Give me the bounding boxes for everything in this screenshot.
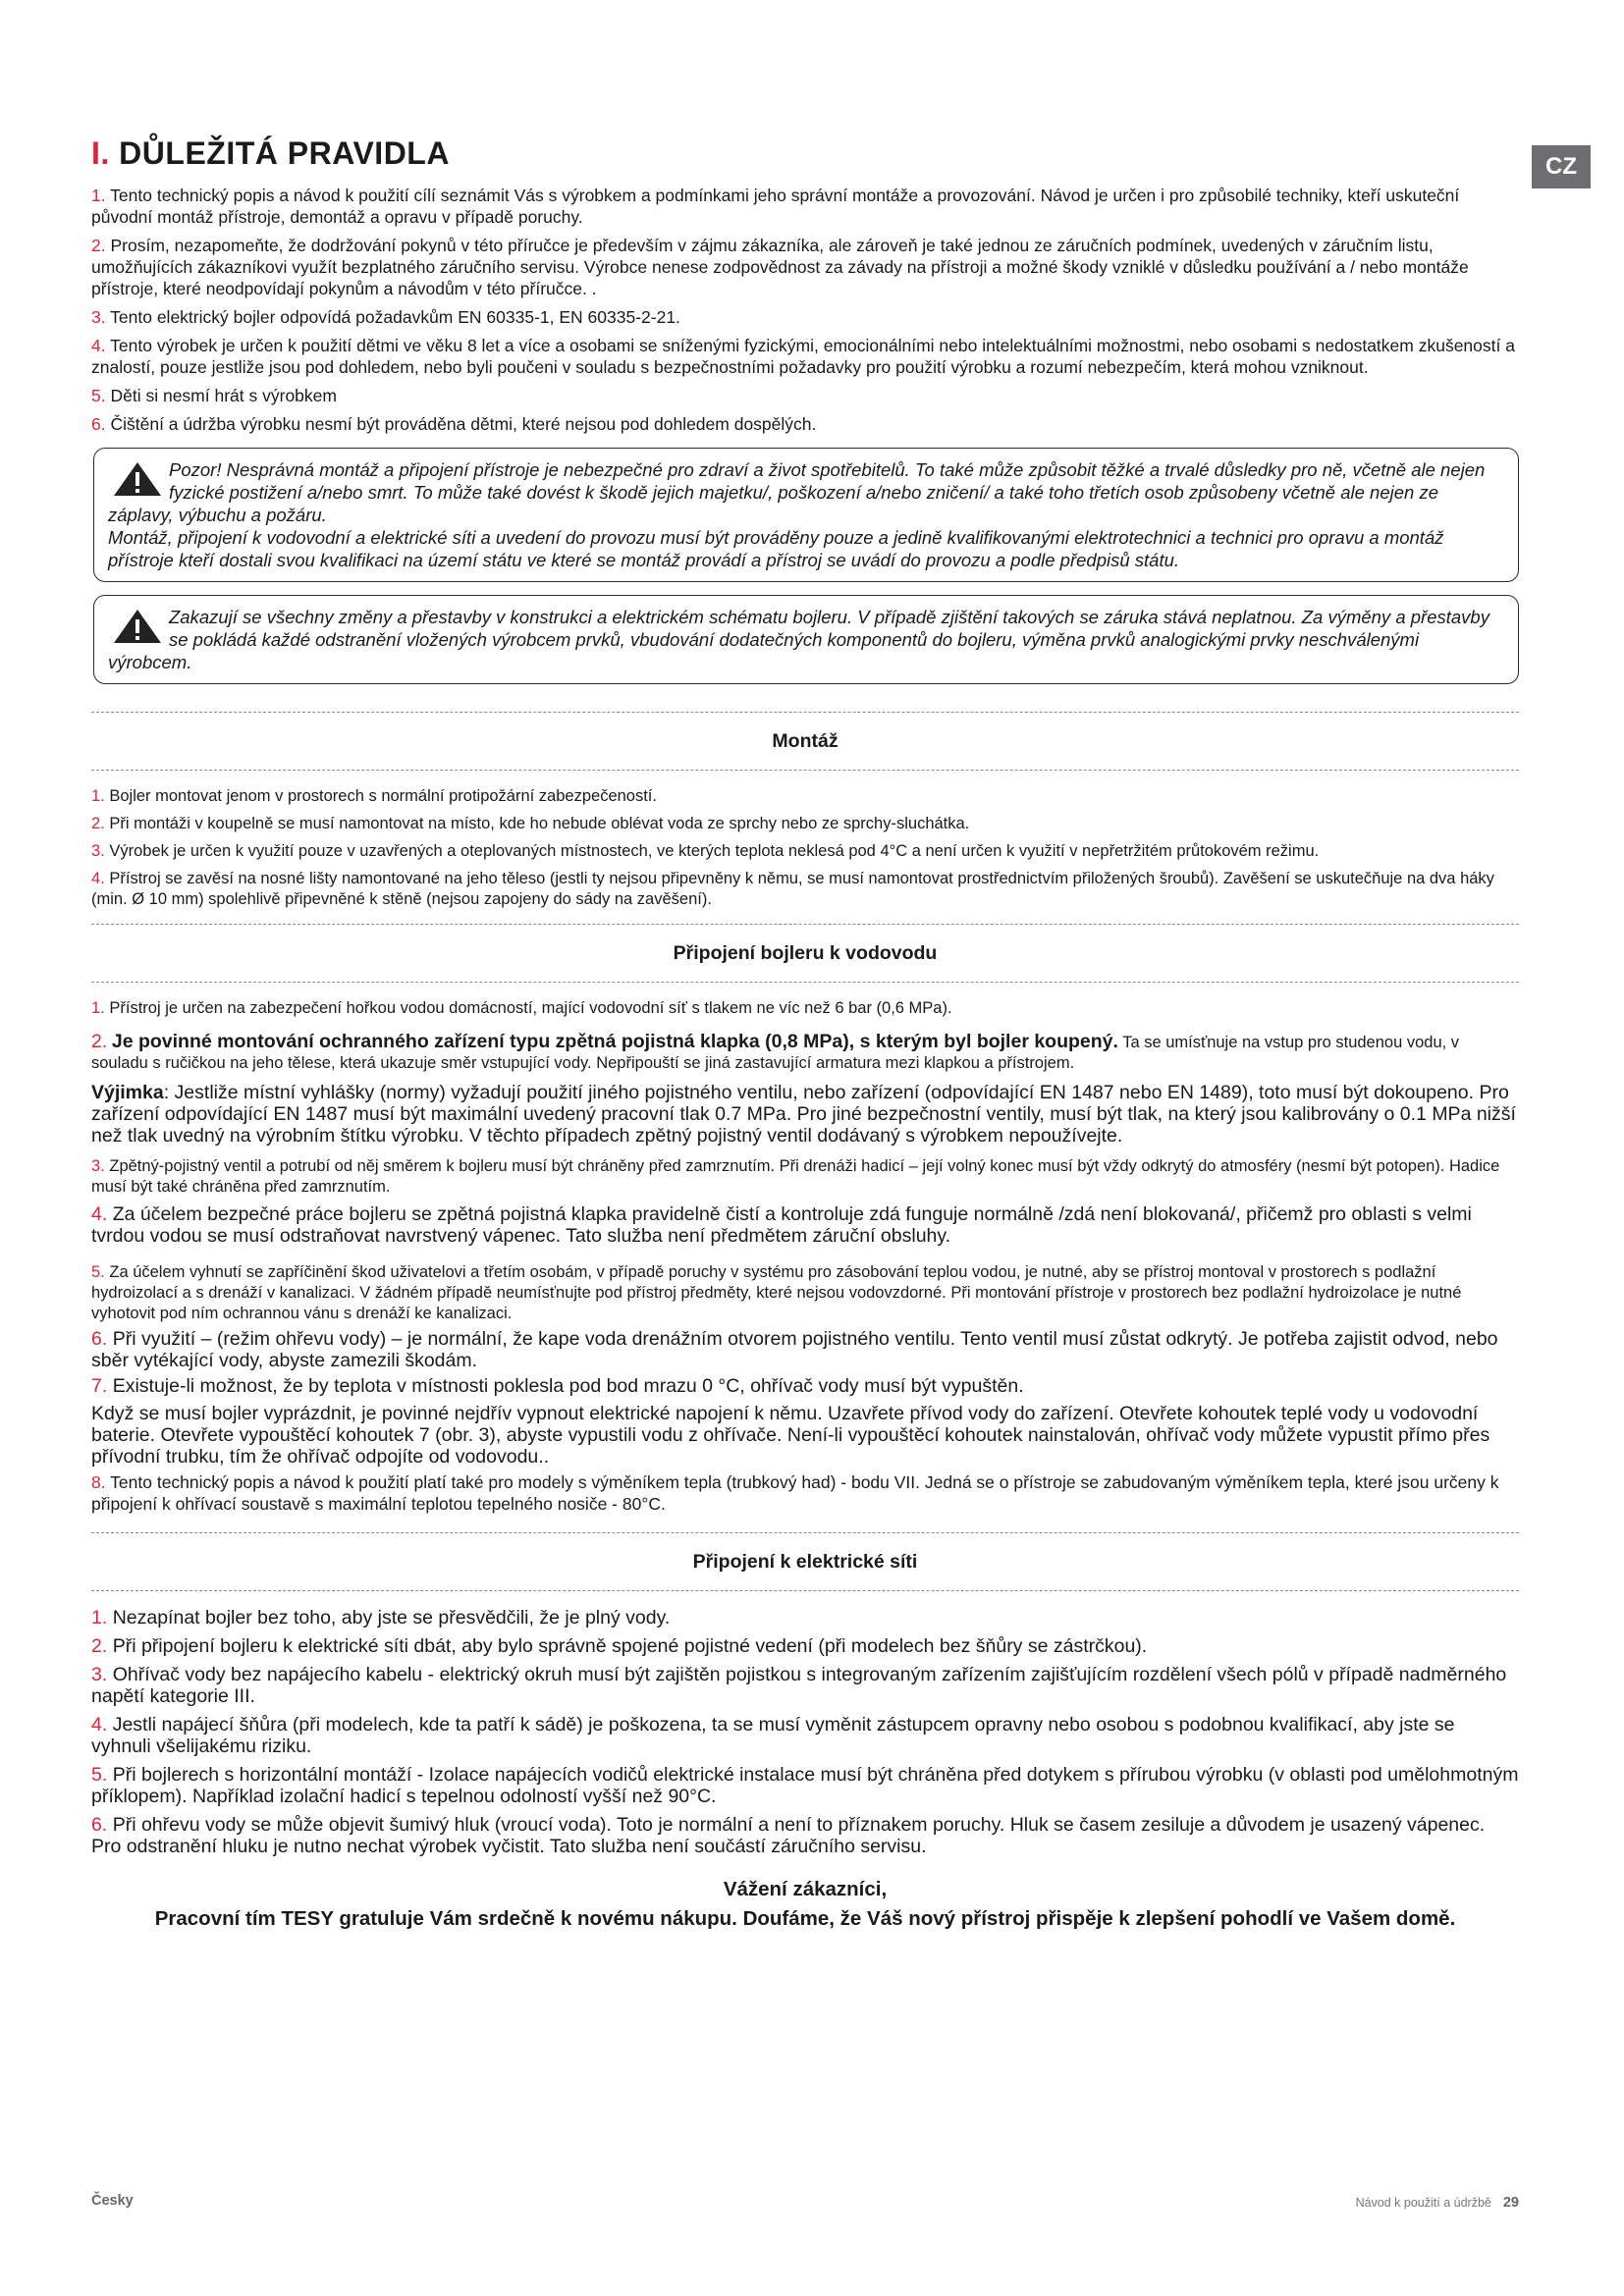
language-badge: CZ [1532, 145, 1591, 188]
closing-greeting: Vážení zákazníci, [723, 1878, 888, 1900]
intro-item: 4. Tento výrobek je určen k použití dětmi ve věku 8 let a více a osobami se sníženými fyzickými, emocionálními nebo intelektuálními možnostmi, nebo osobami s nedostatkem zkušeností a znalostí, pouze jestliže jsou pod dohledem, nebo byli poučeni v souladu s bezpečnostními požadavky pro použití výrobku a rozumí nebezpečím, která mohou vzniknout. [91, 336, 1515, 377]
divider [91, 1532, 1519, 1533]
intro-item: 2. Prosím, nezapomeňte, že dodržování pokynů v této příručce je především v zájmu zákazníka, ale zároveň je také jednou ze záručních podmínek, uvedených v záručním listu, umožňujících zákazníkovi využít bezplatného záručního servisu. Výrobce nenese zodpovědnost za závady na přístroji a možné škody vzniklé v důsledku používání a / nebo montáže přístroje, které neodpovídají pokynům a návodům v této příručce. . [91, 236, 1469, 298]
elektro-item: 1. Nezapínat bojler bez toho, aby jste se přesvědčili, že je plný vody. [91, 1607, 671, 1629]
intro-item: 6. Čištění a údržba výrobku nesmí být prováděna dětmi, které nejsou pod dohledem dospělých. [91, 414, 817, 434]
montaz-item: 3. Výrobek je určen k využití pouze v uzavřených a oteplovaných místnostech, ve kterých teplota neklesá pod 4°C a není určen k využití v nepřetržitém průtokovém režimu. [91, 842, 1320, 860]
intro-item: 3. Tento elektrický bojler odpovídá požadavkům EN 60335-1, EN 60335-2-21. [91, 307, 680, 327]
divider [91, 770, 1519, 771]
vodovod-item-7: 7. Existuje-li možnost, že by teplota v místnosti poklesla pod bod mrazu 0 °C, ohřívač vody musí být vypuštěn. [91, 1375, 1024, 1397]
vodovod-item-6: 6. Při využití – (režim ohřevu vody) – je normální, že kape voda drenážním otvorem pojistného ventilu. Tento ventil musí zůstat odkrytý. Je potřeba zajistit odvod, nebo sběr vytékající vody, abyste zamezili škodám. [91, 1328, 1498, 1371]
content [91, 185, 1519, 1934]
montaz-item: 4. Přístroj se zavěsí na nosné lišty namontované na jeho těleso (jestli ty nejsou připevněny k němu, se musí namontovat prostřednictvím přiložených šroubů). Zavěšení se uskutečňuje na dva háky (min. Ø 10 mm) spolehlivě připevněné k stěně (nejsou zapojeny do sády na zavěšení). [91, 870, 1494, 908]
page-number: 29 [1502, 2195, 1519, 2211]
warning-box-modifications [93, 595, 1519, 684]
warning-text-2: Montáž, připojení k vodovodní a elektrické síti a uvedení do provozu musí být prováděny pouze a jedině kvalifikovanými elektrotechnici a technici pro opravu a montáž přístroje kteří dostali svou kvalifikaci na území státu ve které se montáž provádí a přístroj se uvádí do provozu a podle předpisů státu. [108, 527, 1444, 570]
vodovod-item-2: 2. Je povinné montování ochranného zařízení typu zpětná pojistná klapka (0,8 MPa), s kterým byl bojler koupený. Ta se umísťnuje na vstup pro studenou vodu, v souladu s ručičkou na jeho tělese, která ukazuje směr vstupující vody. Nepřipouští se jiná zastavující armatura mezi klapkou a přístrojem. [91, 1031, 1460, 1072]
footer-doc: Návod k použití a údržbě 29 [1355, 2195, 1519, 2211]
title-number: I. [91, 135, 110, 171]
warning-icon [112, 460, 163, 498]
intro-item: 1. Tento technický popis a návod k použití cílí seznámit Vás s výrobkem a podmínkami jeho správní montáže a provozování. Návod je určen i pro způsobilé techniky, kteří uskuteční původní montáž přístroje, demontáž a opravu v případě poruchy. [91, 186, 1460, 227]
vodovod-item-4: 4. Za účelem bezpečné práce bojleru se zpětná pojistná klapka pravidelně čistí a kontroluje zdá funguje normálně /zdá není blokovaná/, přičemž pro oblasti s velmi tvrdou vodou se musí odstraňovat navrstvený vápenec. Tato služba není předmětem záruční obsluhy. [91, 1203, 1472, 1247]
section-title-elektro: Připojení k elektrické síti [692, 1551, 918, 1573]
warning-text-3: Zakazují se všechny změny a přestavby v konstrukci a elektrickém schématu bojleru. V případě zjištění takových se záruka stává neplatnou. Za výměny a přestavby se pokládá každé odstranění vložených výrobcem prvků, vbudování dodatečných komponentů do bojleru, výměna prvků analogickými prvky neschválenými výrobcem. [108, 607, 1489, 672]
closing-message: Pracovní tím TESY gratuluje Vám srdečně k novému nákupu. Doufáme, že Váš nový přístroj přispěje k zlepšení pohodlí ve Vašem domě. [154, 1907, 1456, 1930]
elektro-item: 2. Při připojení bojleru k elektrické síti dbát, aby bylo správně spojené pojistné vedení (při modelech bez šňůry se zástrčkou). [91, 1635, 1148, 1657]
warning-icon [112, 608, 163, 645]
warning-text-1: Pozor! Nesprávná montáž a připojení přístroje je nebezpečné pro zdraví a život spotřebitelů. To také může způsobit těžké a trvalé důsledky pro ně, včetně ale nejen fyzické postižení a/nebo smrt. To může také dovést k škodě jejich majetku/, poškození a/nebo zničení/ a také toho třetích osob způsobeny včetně ale nejen ze záplavy, výbuchu a požáru. [108, 459, 1486, 525]
vodovod-exception: Výjimka: Jestliže místní vyhlášky (normy) vyžadují použití jiného pojistného ventilu, nebo zařízení (odpovídající EN 1487 nebo EN 1489), toto musí být dokoupeno. Pro zařízení odpovídající EN 1487 musí být maximální uvedený pracovní tlak 0.7 MPa. Pro jiné bezpečnostní ventily, musí být tlak, na který jsou kalibrovány o 0.1 MPa nižší než tlak uvedný na výrobním štítku výrobku. V těchto případech zpětný pojistný ventil dodávaný s výrobkem nepoužívejte. [91, 1082, 1516, 1147]
page-title [91, 135, 450, 172]
montaz-list [91, 786, 1519, 910]
intro-list [91, 185, 1519, 435]
elektro-item: 6. Při ohřevu vody se může objevit šumivý hluk (vroucí voda). Toto je normální a není to příznakem poruchy. Hluk se časem zesiluje a důvodem je usazený vápenec. Pro odstranění hluku je nutno nechat výrobek vyčistit. Tato služba není součástí záručního servisu. [91, 1814, 1486, 1857]
section-title-montaz: Montáž [772, 730, 839, 752]
montaz-item: 1. Bojler montovat jenom v prostorech s normální protipožární zabezpečeností. [91, 787, 657, 805]
elektro-list [91, 1607, 1519, 1857]
divider [91, 924, 1519, 925]
warning-box-safety [93, 448, 1519, 582]
elektro-item: 3. Ohřívač vody bez napájecího kabelu - elektrický okruh musí být zajištěn pojistkou s integrovaným zařízením zajišťujícím rozdělení všech pólů v případě nadměrného napětí kategorie III. [91, 1664, 1507, 1707]
intro-item: 5. Děti si nesmí hrát s výrobkem [91, 386, 337, 405]
title-text: DŮLEŽITÁ PRAVIDLA [119, 135, 450, 171]
closing [91, 1875, 1519, 1934]
section-title-vodovod: Připojení bojleru k vodovodu [673, 942, 938, 964]
divider [91, 982, 1519, 983]
divider [91, 1590, 1519, 1591]
vodovod-item-5: 5. Za účelem vyhnutí se zapříčinění škod uživatelovi a třetím osobám, v případě poruchy v systému pro zásobování teplou vodou, je nutné, aby se přístroj montoval v prostorech s podlažní hydroizolací a s drenáží v kanalizaci. V žádném případě neumísťnujte pod přístroj předměty, které nejsou vodovzdorné. Při montování přístroje v prostorech bez podlažní hydroizolace je nutné vyhotovit pod ním ochrannou vánu s drenáží ke kanalizaci. [91, 1263, 1462, 1322]
vodovod-drain: Když se musí bojler vyprázdnit, je povinné nejdřív vypnout elektrické napojení k němu. Uzavřete přívod vody do zařízení. Otevřete kohoutek teplé vody u vodovodní baterie. Otevřete vypouštěcí kohoutek 7 (obr. 3), abyste vypustili vodu z ohřívače. Není-li vypouštěcí kohoutek nainstalován, ohřívač vody můžete vypustit přímo přes přívodní trubku, tím že ohřívač odpojíte od vodovodu.. [91, 1403, 1490, 1468]
elektro-item: 5. Při bojlerech s horizontální montáží - Izolace napájecích vodičů elektrické instalace musí být chráněna před dotykem s přírubou výrobku (v oblasti pod umělohmotným příklopem). Například izolační hadicí s tepelnou odolností vyšší než 90°C. [91, 1764, 1519, 1807]
vodovod-item-1: 1. Přístroj je určen na zabezpečení hořkou vodou domácností, mající vodovodní síť s tlakem ne víc než 6 bar (0,6 MPa). [91, 999, 952, 1017]
divider [91, 712, 1519, 713]
vodovod-item-8: 8. Tento technický popis a návod k použití platí také pro modely s výměníkem tepla (trubkový had) - bodu VII. Jedná se o přístroje se zabudovaným výměníkem tepla, které jsou určeny k připojení k ohřívací soustavě s maximální teplotou tepelného nosiče - 80°C. [91, 1472, 1499, 1514]
footer-language: Česky [91, 2193, 134, 2209]
elektro-item: 4. Jestli napájecí šňůra (při modelech, kde ta patří k sádě) je poškozena, ta se musí vyměnit zástupcem opravny nebo osobou s podobnou kvalifikací, aby jste se vyhnuli všelijakému riziku. [91, 1714, 1455, 1757]
montaz-item: 2. Při montáži v koupelně se musí namontovat na místo, kde ho nebude oblévat voda ze sprchy nebo ze sprchy-sluchátka. [91, 815, 970, 832]
vodovod-item-3: 3. Zpětný-pojistný ventil a potrubí od něj směrem k bojleru musí být chráněny před zamrznutím. Při drenáži hadicí – její volný konec musí být vždy odkrytý do atmosféry (nesmí být potopen). Hadice musí být také chráněna před zamrznutím. [91, 1157, 1500, 1196]
